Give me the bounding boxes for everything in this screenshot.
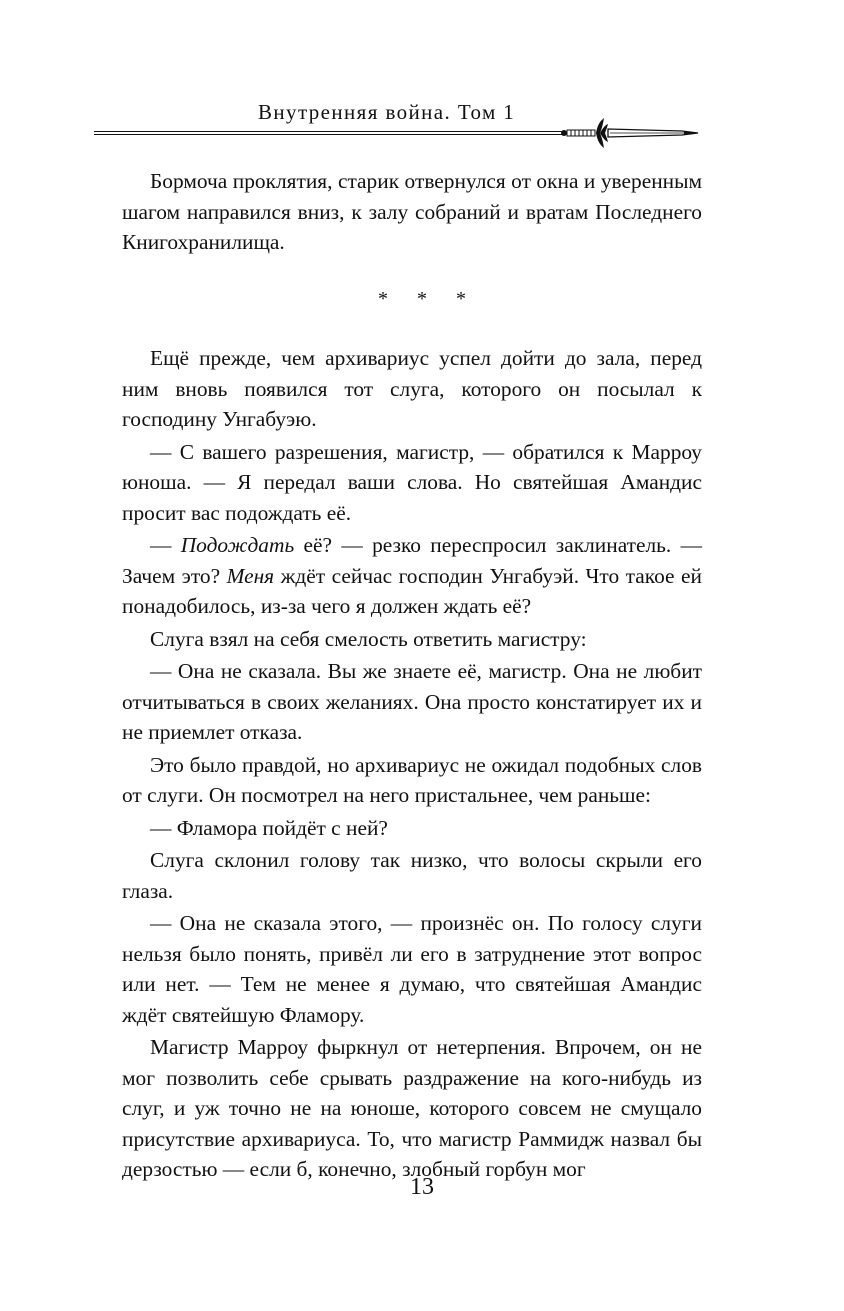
running-head <box>0 98 844 148</box>
paragraph: Магистр Марроу фыркнул от нетерпения. Впрочем, он не мог позволить себе срывать раздражение на кого-нибудь из слуг, и уж точно не на юноше, которого совсем не смущало присутствие архивариуса. То, что магистр Раммидж назвал бы дерзостью — если б, конечно, злобный горбун мог <box>122 1035 702 1181</box>
paragraph: Бормоча проклятия, старик отвернулся от окна и уверенным шагом направился вниз, к залу собраний и вратам Последнего Книгохранилища. <box>122 169 702 254</box>
paragraph: Слуга взял на себя смелость ответить магистру: <box>150 626 587 651</box>
paragraph: Это было правдой, но архивариус не ожидал подобных слов от слуги. Он посмотрел на него пристальнее, чем раньше: <box>122 752 702 807</box>
scene-break: * * * <box>378 288 478 310</box>
opening-text <box>122 166 702 258</box>
running-title: Внутренняя война. Том 1 <box>258 100 516 124</box>
header-rule <box>94 131 564 135</box>
main-text <box>122 343 702 1187</box>
paragraph: Ещё прежде, чем архивариус успел дойти до зала, перед ним вновь появился тот слуга, которого он посылал к господину Унгабуэю. <box>122 346 702 431</box>
sword-icon <box>560 116 700 150</box>
text-run: ждёт сейчас господин Унгабуэй. Что такое ей понадобилось, из-за чего я должен ждать её? <box>122 563 702 618</box>
paragraph: — Фламора пойдёт с ней? <box>150 815 388 840</box>
emphasis: Подождать <box>180 533 295 557</box>
paragraph <box>122 530 702 622</box>
page-number: 13 <box>410 1174 434 1200</box>
paragraph: — Она не сказала этого, — произнёс он. По голосу слуги нельзя было понять, привёл ли его в затруднение этот вопрос или нет. — Тем не менее я думаю, что святейшая Амандис ждёт святейшую Фламору. <box>122 911 702 1027</box>
text-run: её? — резко переспросил заклинатель. — Зачем это? <box>122 533 702 588</box>
dialogue-dash: — <box>150 533 181 557</box>
paragraph: Слуга склонил голову так низко, что волосы скрыли его глаза. <box>122 848 702 903</box>
emphasis: Меня <box>226 563 275 588</box>
paragraph: — Она не сказала. Вы же знаете её, магистр. Она не любит отчитываться в своих желаниях. Она просто констатирует их и не приемлет отказа. <box>122 659 702 744</box>
paragraph: — С вашего разрешения, магистр, — обратился к Марроу юноша. — Я передал ваши слова. Но святейшая Амандис просит вас подождать её. <box>122 439 702 525</box>
